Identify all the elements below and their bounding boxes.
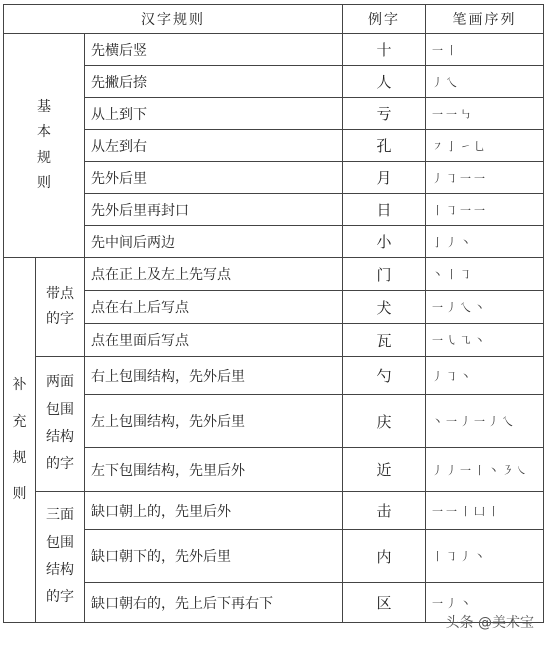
table-row xyxy=(4,162,544,194)
table-row xyxy=(4,66,544,98)
rule-text: 先外后里再封口 xyxy=(85,194,343,226)
stroke-order-table xyxy=(3,4,544,623)
header-rule: 汉字规则 xyxy=(4,5,343,34)
table-row xyxy=(4,448,544,492)
table-row xyxy=(4,226,544,258)
table-row xyxy=(4,395,544,448)
example-char: 人 xyxy=(343,66,426,98)
table-row xyxy=(4,492,544,530)
example-char: 小 xyxy=(343,226,426,258)
stroke-sequence: 丨㇆一一 xyxy=(426,194,544,226)
rule-text: 从左到右 xyxy=(85,130,343,162)
stroke-sequence: 丿㇆一一 xyxy=(426,162,544,194)
table-row xyxy=(4,98,544,130)
stroke-sequence: 丶丨㇆ xyxy=(426,258,544,291)
example-char: 庆 xyxy=(343,395,426,448)
example-char: 门 xyxy=(343,258,426,291)
header-row xyxy=(4,5,544,34)
stroke-sequence: 丿乀 xyxy=(426,66,544,98)
supplement-rules-label: 补 充 规 则 xyxy=(4,258,36,623)
stroke-sequence: 丶一丿一丿乀 xyxy=(426,395,544,448)
rule-text: 点在里面后写点 xyxy=(85,324,343,357)
table-row xyxy=(4,258,544,291)
rule-text: 右上包围结构，先外后里 xyxy=(85,357,343,395)
table-row xyxy=(4,34,544,66)
stroke-sequence: 一丿丶 xyxy=(426,583,544,623)
header-strokes: 笔画序列 xyxy=(426,5,544,34)
watermark: 头条 @美术宝 xyxy=(445,615,534,631)
stroke-sequence: 一㇂㇈丶 xyxy=(426,324,544,357)
rule-text: 左上包围结构，先外后里 xyxy=(85,395,343,448)
table-row xyxy=(4,357,544,395)
stroke-sequence: 一一丨凵丨 xyxy=(426,492,544,530)
rule-text: 缺口朝下的，先外后里 xyxy=(85,530,343,583)
stroke-sequence: 一丿乀丶 xyxy=(426,291,544,324)
rule-text: 先横后竖 xyxy=(85,34,343,66)
rule-text: 左下包围结构，先里后外 xyxy=(85,448,343,492)
rule-text: 先外后里 xyxy=(85,162,343,194)
table-row xyxy=(4,130,544,162)
example-char: 犬 xyxy=(343,291,426,324)
table-row xyxy=(4,530,544,583)
rule-text: 先中间后两边 xyxy=(85,226,343,258)
group-label-two-side: 两面 包围 结构 的字 xyxy=(36,357,85,492)
stroke-sequence: 一丨 xyxy=(426,34,544,66)
stroke-sequence: 丨㇆丿丶 xyxy=(426,530,544,583)
example-char: 区 xyxy=(343,583,426,623)
group-label-dot: 带点 的字 xyxy=(36,258,85,357)
stroke-sequence: 亅丿丶 xyxy=(426,226,544,258)
stroke-sequence: 一一㇉ xyxy=(426,98,544,130)
stroke-sequence: 丿㇆丶 xyxy=(426,357,544,395)
example-char: 孔 xyxy=(343,130,426,162)
example-char: 勺 xyxy=(343,357,426,395)
example-char: 月 xyxy=(343,162,426,194)
example-char: 日 xyxy=(343,194,426,226)
table-row xyxy=(4,291,544,324)
example-char: 十 xyxy=(343,34,426,66)
table-row xyxy=(4,324,544,357)
rule-text: 从上到下 xyxy=(85,98,343,130)
rule-text: 缺口朝右的，先上后下再右下 xyxy=(85,583,343,623)
example-char: 瓦 xyxy=(343,324,426,357)
example-char: 击 xyxy=(343,492,426,530)
header-example: 例字 xyxy=(343,5,426,34)
basic-rules-label: 基 本 规 则 xyxy=(4,34,85,258)
table-row xyxy=(4,194,544,226)
example-char: 内 xyxy=(343,530,426,583)
rule-text: 点在右上后写点 xyxy=(85,291,343,324)
example-char: 亏 xyxy=(343,98,426,130)
example-char: 近 xyxy=(343,448,426,492)
rule-text: 先撇后捺 xyxy=(85,66,343,98)
rule-text: 缺口朝上的，先里后外 xyxy=(85,492,343,530)
stroke-sequence: 丿丿一丨丶㇋㇏ xyxy=(426,448,544,492)
stroke-sequence: ㇇亅㇀乚 xyxy=(426,130,544,162)
rule-text: 点在正上及左上先写点 xyxy=(85,258,343,291)
group-label-three-side: 三面 包围 结构 的字 xyxy=(36,492,85,623)
